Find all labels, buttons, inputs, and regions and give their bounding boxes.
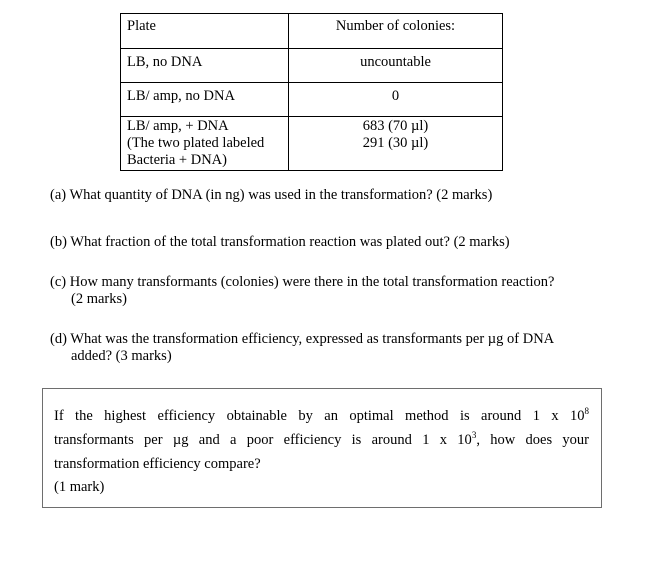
question-c [50, 274, 620, 308]
question-text: (a) What quantity of DNA (in ng) was used in the transformation? (2 marks) [50, 187, 493, 203]
colonies-cell: uncountable [289, 49, 503, 83]
bonus-text: , how does your [476, 432, 589, 448]
colony-count-line: 291 (30 µl) [362, 135, 429, 151]
header-colonies: Number of colonies: [289, 14, 503, 49]
colonies-cell [289, 117, 503, 171]
table-header-row [121, 14, 503, 49]
bonus-text: If the highest efficiency obtainable by an optimal method is around 1 x 10 [54, 408, 585, 424]
bonus-marks: (1 mark) [54, 479, 105, 495]
question-text: (b) What fraction of the total transformation reaction was plated out? (2 marks) [50, 234, 510, 250]
plate-cell: LB/ amp, no DNA [121, 83, 289, 117]
bonus-text: transformants per µg and a poor efficiency is around 1 x 10 [54, 432, 472, 448]
bonus-question-box [42, 388, 602, 508]
plate-line: Bacteria + DNA) [127, 152, 227, 168]
exponent: 3 [471, 430, 477, 440]
question-b [50, 234, 620, 251]
header-plate: Plate [121, 14, 289, 49]
colonies-cell: 0 [289, 83, 503, 117]
question-d [50, 331, 620, 365]
colony-count-line: 683 (70 µl) [362, 118, 429, 134]
bonus-line-2 [54, 428, 589, 452]
plate-cell: LB, no DNA [121, 49, 289, 83]
question-text-continued: (2 marks) [71, 291, 127, 307]
plate-line: LB/ amp, + DNA [127, 118, 229, 134]
question-a [50, 187, 620, 204]
table-row [121, 117, 503, 171]
bonus-line-1 [54, 404, 589, 428]
question-text: (d) What was the transformation efficiency, expressed as transformants per µg of DNA [50, 331, 555, 347]
colony-count-table [120, 13, 503, 171]
question-text-continued: added? (3 marks) [71, 348, 172, 364]
bonus-line-3: transformation efficiency compare? [54, 456, 261, 472]
table-row [121, 49, 503, 83]
table-row [121, 83, 503, 117]
plate-line: (The two plated labeled [127, 135, 265, 151]
plate-cell [121, 117, 289, 171]
question-text: (c) How many transformants (colonies) were there in the total transformation reaction? [50, 274, 555, 290]
exponent: 8 [584, 406, 589, 416]
